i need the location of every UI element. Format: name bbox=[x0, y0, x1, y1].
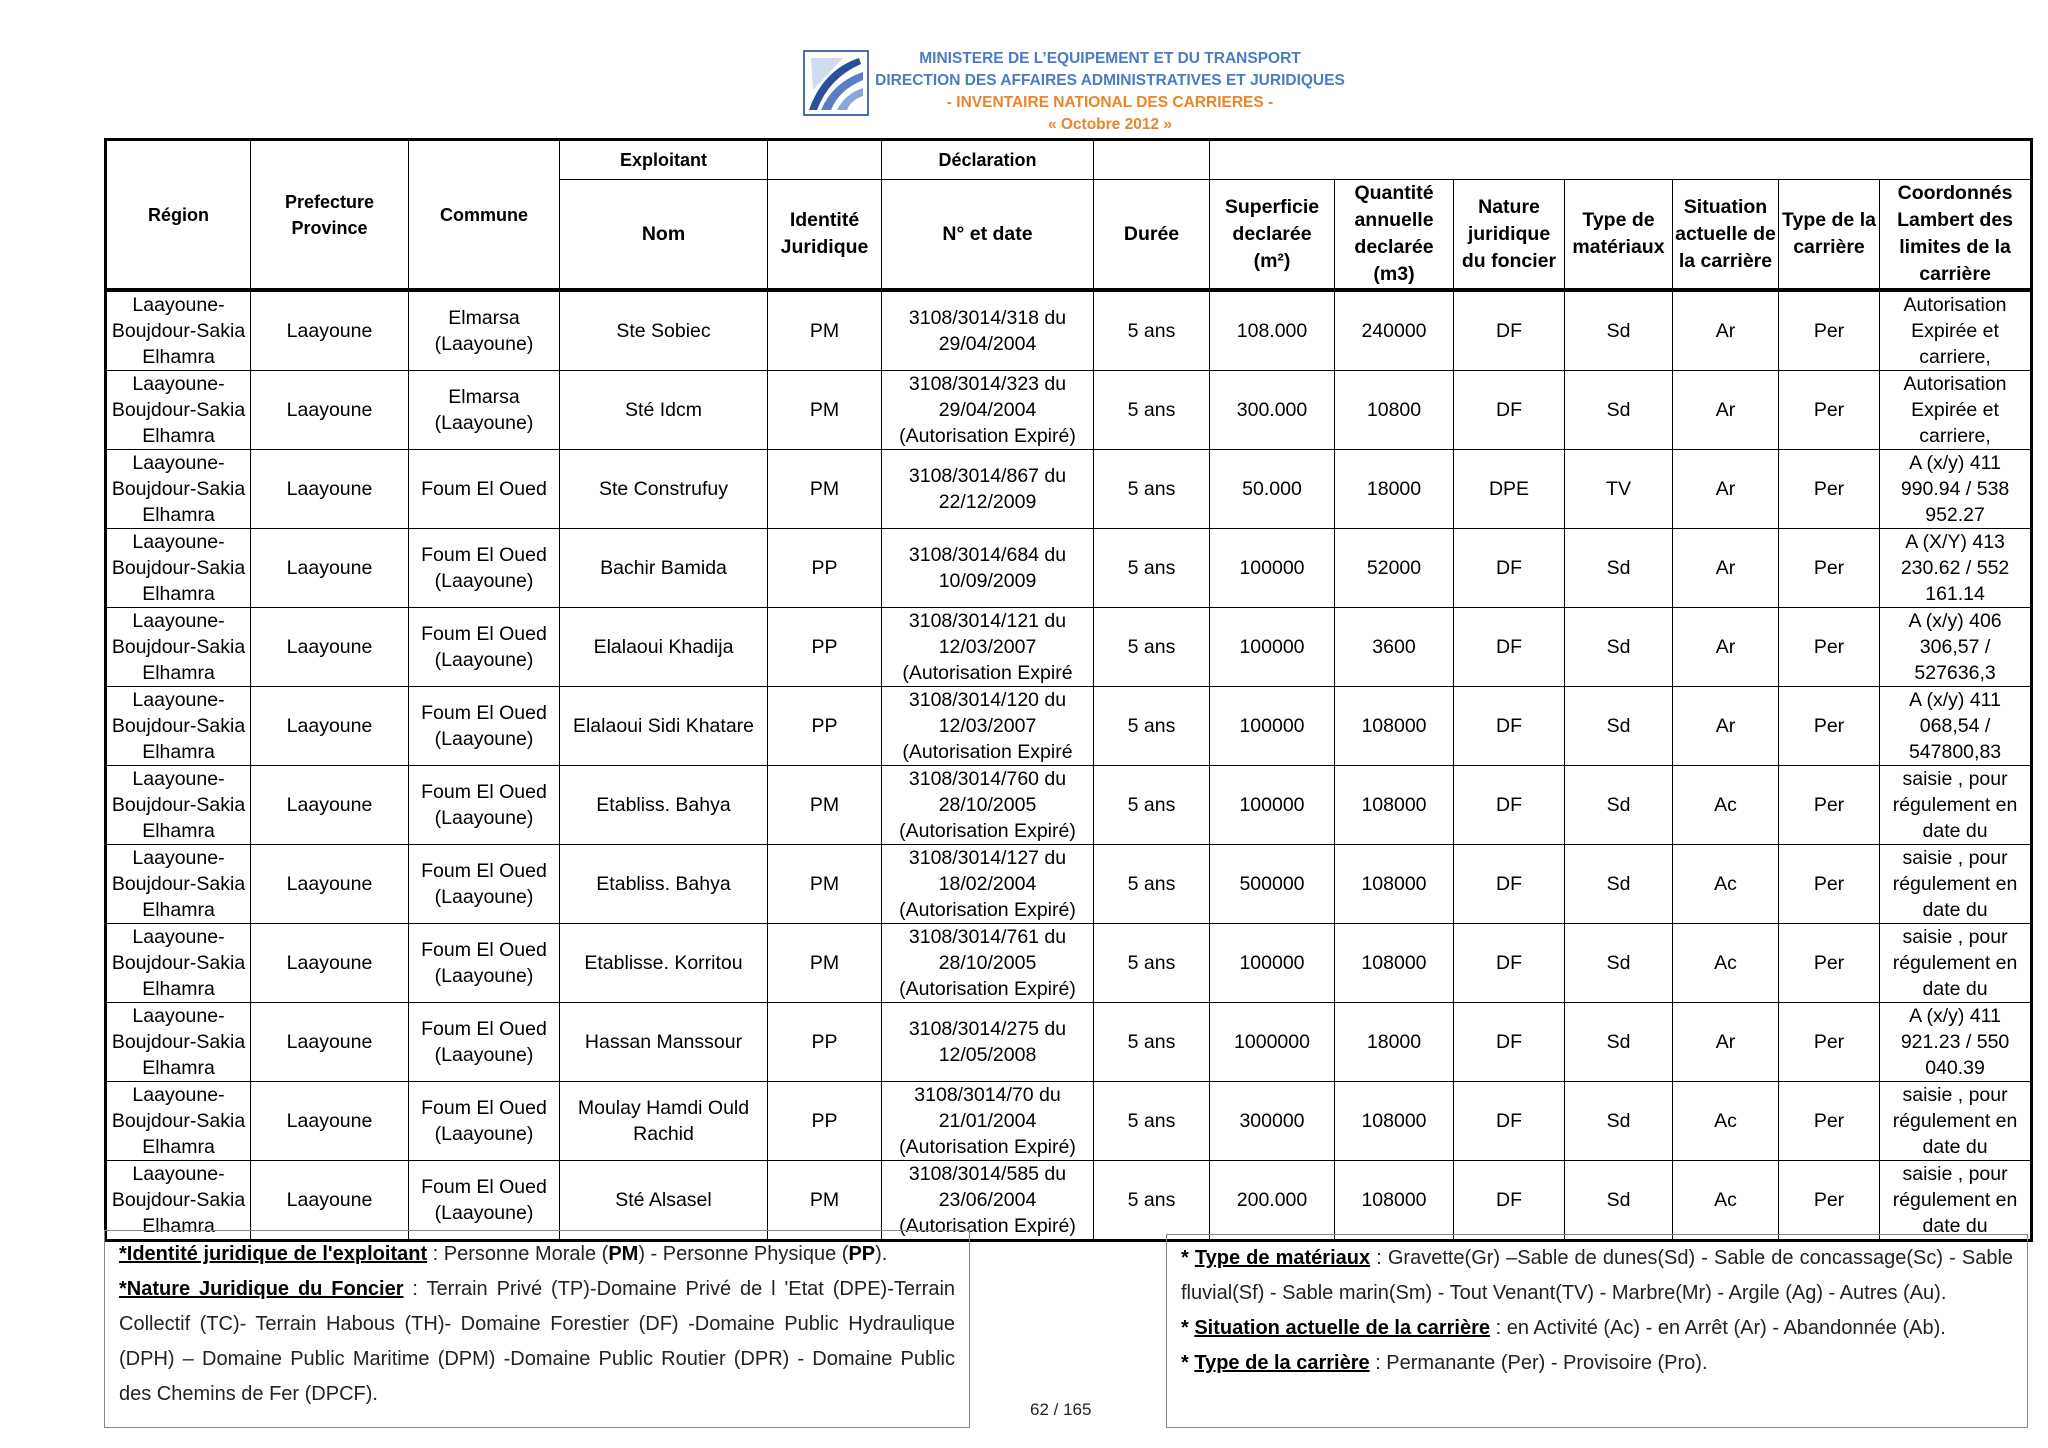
cell-superficie: 1000000 bbox=[1210, 1003, 1335, 1082]
cell-quantite: 18000 bbox=[1335, 450, 1454, 529]
cell-type-carriere: Per bbox=[1779, 290, 1880, 371]
cell-nature: DF bbox=[1454, 924, 1565, 1003]
cell-prefecture: Laayoune bbox=[251, 687, 409, 766]
cell-superficie: 500000 bbox=[1210, 845, 1335, 924]
legend-identite-text-1: : Personne Morale ( bbox=[427, 1243, 609, 1265]
cell-nature: DF bbox=[1454, 529, 1565, 608]
cell-coordonnees: saisie , pour régulement en date du bbox=[1880, 845, 2032, 924]
cell-numero: 3108/3014/867 du 22/12/2009 bbox=[882, 450, 1094, 529]
cell-quantite: 108000 bbox=[1335, 924, 1454, 1003]
cell-type-carriere: Per bbox=[1779, 608, 1880, 687]
cell-superficie: 200.000 bbox=[1210, 1161, 1335, 1241]
cell-situation: Ar bbox=[1673, 450, 1779, 529]
cell-numero: 3108/3014/684 du 10/09/2009 bbox=[882, 529, 1094, 608]
column-header-identite: Identité Juridique bbox=[768, 180, 882, 291]
table-row bbox=[106, 1161, 2032, 1241]
cell-type-carriere: Per bbox=[1779, 924, 1880, 1003]
cell-prefecture: Laayoune bbox=[251, 529, 409, 608]
cell-identite: PP bbox=[768, 608, 882, 687]
cell-nom: Elalaoui Sidi Khatare bbox=[560, 687, 768, 766]
cell-situation: Ac bbox=[1673, 1082, 1779, 1161]
cell-coordonnees: A (x/y) 406 306,57 / 527636,3 bbox=[1880, 608, 2032, 687]
cell-identite: PM bbox=[768, 845, 882, 924]
column-header-superficie: Superficie declarée (m²) bbox=[1210, 180, 1335, 291]
cell-region: Laayoune-Boujdour-Sakia Elhamra bbox=[106, 290, 251, 371]
cell-nom: Ste Sobiec bbox=[560, 290, 768, 371]
cell-nom: Hassan Manssour bbox=[560, 1003, 768, 1082]
cell-duree: 5 ans bbox=[1094, 371, 1210, 450]
cell-nom: Sté Alsasel bbox=[560, 1161, 768, 1241]
cell-identite: PP bbox=[768, 687, 882, 766]
cell-numero: 3108/3014/121 du 12/03/2007 (Autorisation Expiré bbox=[882, 608, 1094, 687]
cell-coordonnees: saisie , pour régulement en date du bbox=[1880, 1082, 2032, 1161]
legend-materials bbox=[1166, 1234, 2028, 1428]
cell-quantite: 240000 bbox=[1335, 290, 1454, 371]
column-header-numero: N° et date bbox=[882, 180, 1094, 291]
cell-identite: PM bbox=[768, 766, 882, 845]
cell-commune: Elmarsa (Laayoune) bbox=[409, 290, 560, 371]
cell-region: Laayoune-Boujdour-Sakia Elhamra bbox=[106, 529, 251, 608]
legend-type-materiaux-line bbox=[1181, 1241, 2013, 1311]
legend-identite-text-3: ). bbox=[875, 1243, 888, 1265]
cell-coordonnees: A (x/y) 411 921.23 / 550 040.39 bbox=[1880, 1003, 2032, 1082]
cell-quantite: 108000 bbox=[1335, 1082, 1454, 1161]
cell-numero: 3108/3014/323 du 29/04/2004 (Autorisation Expiré) bbox=[882, 371, 1094, 450]
legend-legal-status bbox=[104, 1230, 970, 1428]
cell-nom: Etabliss. Bahya bbox=[560, 845, 768, 924]
cell-duree: 5 ans bbox=[1094, 529, 1210, 608]
cell-duree: 5 ans bbox=[1094, 845, 1210, 924]
cell-nature: DF bbox=[1454, 1082, 1565, 1161]
table-row bbox=[106, 608, 2032, 687]
cell-type-mat: Sd bbox=[1565, 529, 1673, 608]
legend-type-prefix: * bbox=[1181, 1247, 1195, 1269]
cell-identite: PM bbox=[768, 290, 882, 371]
cell-superficie: 108.000 bbox=[1210, 290, 1335, 371]
column-header-quantite: Quantité annuelle declarée (m3) bbox=[1335, 180, 1454, 291]
cell-duree: 5 ans bbox=[1094, 1082, 1210, 1161]
cell-superficie: 100000 bbox=[1210, 924, 1335, 1003]
legend-type-materiaux-key: Type de matériaux bbox=[1194, 1247, 1371, 1269]
cell-numero: 3108/3014/760 du 28/10/2005 (Autorisation Expiré) bbox=[882, 766, 1094, 845]
cell-duree: 5 ans bbox=[1094, 290, 1210, 371]
cell-type-carriere: Per bbox=[1779, 766, 1880, 845]
cell-type-mat: Sd bbox=[1565, 608, 1673, 687]
table-row bbox=[106, 766, 2032, 845]
legend-pm-code: PM bbox=[608, 1243, 639, 1265]
table-row bbox=[106, 1003, 2032, 1082]
cell-type-carriere: Per bbox=[1779, 1161, 1880, 1241]
cell-prefecture: Laayoune bbox=[251, 371, 409, 450]
cell-region: Laayoune-Boujdour-Sakia Elhamra bbox=[106, 924, 251, 1003]
cell-region: Laayoune-Boujdour-Sakia Elhamra bbox=[106, 845, 251, 924]
cell-prefecture: Laayoune bbox=[251, 1003, 409, 1082]
cell-situation: Ar bbox=[1673, 371, 1779, 450]
cell-quantite: 10800 bbox=[1335, 371, 1454, 450]
legend-situation-line bbox=[1181, 1311, 2013, 1346]
group-header-declaration: Déclaration bbox=[882, 140, 1094, 180]
column-header-type-carriere: Type de la carrière bbox=[1779, 180, 1880, 291]
cell-type-mat: Sd bbox=[1565, 845, 1673, 924]
column-header-coordonnees: Coordonnés Lambert des limites de la carrière bbox=[1880, 180, 2032, 291]
cell-quantite: 52000 bbox=[1335, 529, 1454, 608]
cell-quantite: 108000 bbox=[1335, 687, 1454, 766]
legend-identite-line bbox=[119, 1237, 955, 1272]
cell-coordonnees: Autorisation Expirée et carriere, bbox=[1880, 290, 2032, 371]
document-header bbox=[0, 48, 2048, 140]
column-header-situation: Situation actuelle de la carrière bbox=[1673, 180, 1779, 291]
cell-type-mat: Sd bbox=[1565, 1161, 1673, 1241]
table-row bbox=[106, 924, 2032, 1003]
cell-quantite: 3600 bbox=[1335, 608, 1454, 687]
legend-carriere-prefix: * bbox=[1181, 1352, 1195, 1374]
column-header-region: Région bbox=[106, 140, 251, 291]
cell-numero: 3108/3014/585 du 23/06/2004 (Autorisation Expiré) bbox=[882, 1161, 1094, 1241]
legend-type-materiaux-text: : Gravette(Gr) –Sable de dunes(Sd) - Sable de concassage(Sc) - Sable fluvial(Sf) - Sable marin(Sm) - Tout Venant(TV) - Marbre(Mr) - Argile (Ag) - Autres (Au). bbox=[1181, 1247, 2014, 1304]
cell-coordonnees: saisie , pour régulement en date du bbox=[1880, 766, 2032, 845]
column-header-nature: Nature juridique du foncier bbox=[1454, 180, 1565, 291]
cell-identite: PP bbox=[768, 1003, 882, 1082]
cell-prefecture: Laayoune bbox=[251, 1161, 409, 1241]
cell-region: Laayoune-Boujdour-Sakia Elhamra bbox=[106, 1161, 251, 1241]
cell-duree: 5 ans bbox=[1094, 450, 1210, 529]
cell-type-carriere: Per bbox=[1779, 371, 1880, 450]
cell-type-mat: Sd bbox=[1565, 290, 1673, 371]
table-row bbox=[106, 529, 2032, 608]
cell-situation: Ac bbox=[1673, 766, 1779, 845]
table-row bbox=[106, 450, 2032, 529]
group-header-blank-1 bbox=[768, 140, 882, 180]
table-row bbox=[106, 845, 2032, 924]
cell-nature: DF bbox=[1454, 687, 1565, 766]
cell-numero: 3108/3014/70 du 21/01/2004 (Autorisation Expiré) bbox=[882, 1082, 1094, 1161]
column-header-prefecture: Prefecture Province bbox=[251, 140, 409, 291]
cell-duree: 5 ans bbox=[1094, 608, 1210, 687]
cell-coordonnees: Autorisation Expirée et carriere, bbox=[1880, 371, 2032, 450]
cell-type-carriere: Per bbox=[1779, 687, 1880, 766]
cell-coordonnees: A (X/Y) 413 230.62 / 552 161.14 bbox=[1880, 529, 2032, 608]
legend-nature-text: : Terrain Privé (TP)-Domaine Privé de l 'Etat (DPE)-Terrain Collectif (TC)- Terrain Habous (TH)- Domaine Forestier (DF) -Domaine Public Hydraulique (DPH) – Domaine Public Maritime (DPM) -Domaine Public Routier (DPR) - Domaine Public des Chemins de Fer (DPCF). bbox=[119, 1278, 956, 1405]
cell-nature: DF bbox=[1454, 290, 1565, 371]
cell-superficie: 100000 bbox=[1210, 687, 1335, 766]
cell-type-mat: TV bbox=[1565, 450, 1673, 529]
cell-coordonnees: saisie , pour régulement en date du bbox=[1880, 924, 2032, 1003]
cell-quantite: 108000 bbox=[1335, 845, 1454, 924]
cell-prefecture: Laayoune bbox=[251, 766, 409, 845]
cell-commune: Foum El Oued (Laayoune) bbox=[409, 529, 560, 608]
cell-type-carriere: Per bbox=[1779, 1082, 1880, 1161]
cell-type-carriere: Per bbox=[1779, 1003, 1880, 1082]
cell-identite: PM bbox=[768, 924, 882, 1003]
cell-type-mat: Sd bbox=[1565, 1082, 1673, 1161]
direction-title: DIRECTION DES AFFAIRES ADMINISTRATIVES ET JURIDIQUES bbox=[875, 72, 1345, 89]
cell-coordonnees: saisie , pour régulement en date du bbox=[1880, 1161, 2032, 1241]
legend-situation-text: : en Activité (Ac) - en Arrêt (Ar) - Abandonnée (Ab). bbox=[1490, 1317, 1946, 1339]
cell-duree: 5 ans bbox=[1094, 924, 1210, 1003]
cell-nature: DF bbox=[1454, 1003, 1565, 1082]
cell-nom: Moulay Hamdi Ould Rachid bbox=[560, 1082, 768, 1161]
cell-numero: 3108/3014/761 du 28/10/2005 (Autorisation Expiré) bbox=[882, 924, 1094, 1003]
cell-nature: DF bbox=[1454, 845, 1565, 924]
report-date: « Octobre 2012 » bbox=[1047, 116, 1173, 133]
cell-prefecture: Laayoune bbox=[251, 608, 409, 687]
cell-duree: 5 ans bbox=[1094, 1161, 1210, 1241]
cell-type-carriere: Per bbox=[1779, 529, 1880, 608]
cell-prefecture: Laayoune bbox=[251, 845, 409, 924]
cell-nature: DF bbox=[1454, 766, 1565, 845]
cell-coordonnees: A (x/y) 411 990.94 / 538 952.27 bbox=[1880, 450, 2032, 529]
cell-nature: DF bbox=[1454, 608, 1565, 687]
cell-situation: Ac bbox=[1673, 845, 1779, 924]
cell-quantite: 108000 bbox=[1335, 1161, 1454, 1241]
cell-type-mat: Sd bbox=[1565, 371, 1673, 450]
cell-region: Laayoune-Boujdour-Sakia Elhamra bbox=[106, 1082, 251, 1161]
column-header-nom: Nom bbox=[560, 180, 768, 291]
cell-type-mat: Sd bbox=[1565, 924, 1673, 1003]
cell-commune: Foum El Oued (Laayoune) bbox=[409, 1082, 560, 1161]
cell-identite: PP bbox=[768, 529, 882, 608]
cell-type-mat: Sd bbox=[1565, 1003, 1673, 1082]
cell-situation: Ar bbox=[1673, 290, 1779, 371]
cell-nom: Sté Idcm bbox=[560, 371, 768, 450]
cell-region: Laayoune-Boujdour-Sakia Elhamra bbox=[106, 608, 251, 687]
legend-situation-key: Situation actuelle de la carrière bbox=[1194, 1317, 1491, 1339]
table-row bbox=[106, 687, 2032, 766]
cell-commune: Foum El Oued (Laayoune) bbox=[409, 687, 560, 766]
cell-quantite: 18000 bbox=[1335, 1003, 1454, 1082]
cell-duree: 5 ans bbox=[1094, 687, 1210, 766]
cell-type-carriere: Per bbox=[1779, 450, 1880, 529]
table-body bbox=[106, 290, 2032, 1241]
cell-superficie: 300000 bbox=[1210, 1082, 1335, 1161]
cell-identite: PM bbox=[768, 371, 882, 450]
cell-situation: Ar bbox=[1673, 608, 1779, 687]
cell-prefecture: Laayoune bbox=[251, 924, 409, 1003]
cell-quantite: 108000 bbox=[1335, 766, 1454, 845]
table-row bbox=[106, 1082, 2032, 1161]
cell-nom: Etabliss. Bahya bbox=[560, 766, 768, 845]
cell-commune: Elmarsa (Laayoune) bbox=[409, 371, 560, 450]
cell-numero: 3108/3014/318 du 29/04/2004 bbox=[882, 290, 1094, 371]
legend-nature-key: *Nature Juridique du Foncier bbox=[119, 1278, 404, 1300]
cell-superficie: 100000 bbox=[1210, 766, 1335, 845]
cell-coordonnees: A (x/y) 411 068,54 / 547800,83 bbox=[1880, 687, 2032, 766]
cell-numero: 3108/3014/120 du 12/03/2007 (Autorisation Expiré bbox=[882, 687, 1094, 766]
cell-nom: Bachir Bamida bbox=[560, 529, 768, 608]
cell-duree: 5 ans bbox=[1094, 1003, 1210, 1082]
ministry-title: MINISTERE DE L’EQUIPEMENT ET DU TRANSPORT bbox=[919, 50, 1301, 67]
cell-region: Laayoune-Boujdour-Sakia Elhamra bbox=[106, 687, 251, 766]
cell-prefecture: Laayoune bbox=[251, 290, 409, 371]
cell-identite: PM bbox=[768, 450, 882, 529]
cell-nom: Elalaoui Khadija bbox=[560, 608, 768, 687]
cell-nom: Etablisse. Korritou bbox=[560, 924, 768, 1003]
cell-situation: Ar bbox=[1673, 529, 1779, 608]
quarry-inventory-table bbox=[104, 138, 2033, 1242]
legend-identite-key: *Identité juridique de l'exploitant bbox=[119, 1243, 428, 1265]
cell-identite: PP bbox=[768, 1082, 882, 1161]
cell-nature: DF bbox=[1454, 1161, 1565, 1241]
cell-identite: PM bbox=[768, 1161, 882, 1241]
cell-superficie: 100000 bbox=[1210, 608, 1335, 687]
inventory-title: - INVENTAIRE NATIONAL DES CARRIERES - bbox=[946, 94, 1274, 111]
cell-nom: Ste Construfuy bbox=[560, 450, 768, 529]
cell-situation: Ar bbox=[1673, 687, 1779, 766]
legend-type-carriere-text: : Permanante (Per) - Provisoire (Pro). bbox=[1369, 1352, 1708, 1374]
legend-type-carriere-line bbox=[1181, 1346, 2013, 1381]
group-header-blank-2 bbox=[1094, 140, 1210, 180]
cell-superficie: 300.000 bbox=[1210, 371, 1335, 450]
cell-commune: Foum El Oued (Laayoune) bbox=[409, 1161, 560, 1241]
cell-prefecture: Laayoune bbox=[251, 1082, 409, 1161]
cell-commune: Foum El Oued (Laayoune) bbox=[409, 1003, 560, 1082]
legend-pp-code: PP bbox=[848, 1243, 876, 1265]
cell-numero: 3108/3014/127 du 18/02/2004 (Autorisation Expiré) bbox=[882, 845, 1094, 924]
page-number: 62 / 165 bbox=[1030, 1400, 1092, 1419]
cell-region: Laayoune-Boujdour-Sakia Elhamra bbox=[106, 371, 251, 450]
cell-superficie: 50.000 bbox=[1210, 450, 1335, 529]
table-row bbox=[106, 371, 2032, 450]
cell-region: Laayoune-Boujdour-Sakia Elhamra bbox=[106, 450, 251, 529]
table-row bbox=[106, 290, 2032, 371]
cell-type-mat: Sd bbox=[1565, 766, 1673, 845]
cell-nature: DF bbox=[1454, 371, 1565, 450]
cell-commune: Foum El Oued (Laayoune) bbox=[409, 845, 560, 924]
cell-situation: Ac bbox=[1673, 1161, 1779, 1241]
cell-situation: Ac bbox=[1673, 924, 1779, 1003]
cell-nature: DPE bbox=[1454, 450, 1565, 529]
column-header-duree: Durée bbox=[1094, 180, 1210, 291]
cell-commune: Foum El Oued bbox=[409, 450, 560, 529]
legend-type-carriere-key: Type de la carrière bbox=[1194, 1352, 1370, 1374]
cell-type-carriere: Per bbox=[1779, 845, 1880, 924]
cell-prefecture: Laayoune bbox=[251, 450, 409, 529]
cell-commune: Foum El Oued (Laayoune) bbox=[409, 924, 560, 1003]
cell-region: Laayoune-Boujdour-Sakia Elhamra bbox=[106, 1003, 251, 1082]
group-header-blank-3 bbox=[1210, 140, 2032, 180]
group-header-exploitant: Exploitant bbox=[560, 140, 768, 180]
cell-situation: Ar bbox=[1673, 1003, 1779, 1082]
cell-superficie: 100000 bbox=[1210, 529, 1335, 608]
legend-nature-line bbox=[119, 1272, 955, 1412]
cell-type-mat: Sd bbox=[1565, 687, 1673, 766]
cell-commune: Foum El Oued (Laayoune) bbox=[409, 766, 560, 845]
legend-identite-text-2: ) - Personne Physique ( bbox=[638, 1243, 849, 1265]
column-header-type-materiaux: Type de matériaux bbox=[1565, 180, 1673, 291]
cell-numero: 3108/3014/275 du 12/05/2008 bbox=[882, 1003, 1094, 1082]
cell-commune: Foum El Oued (Laayoune) bbox=[409, 608, 560, 687]
column-header-commune: Commune bbox=[409, 140, 560, 291]
cell-region: Laayoune-Boujdour-Sakia Elhamra bbox=[106, 766, 251, 845]
legend-situation-prefix: * bbox=[1181, 1317, 1195, 1339]
cell-duree: 5 ans bbox=[1094, 766, 1210, 845]
